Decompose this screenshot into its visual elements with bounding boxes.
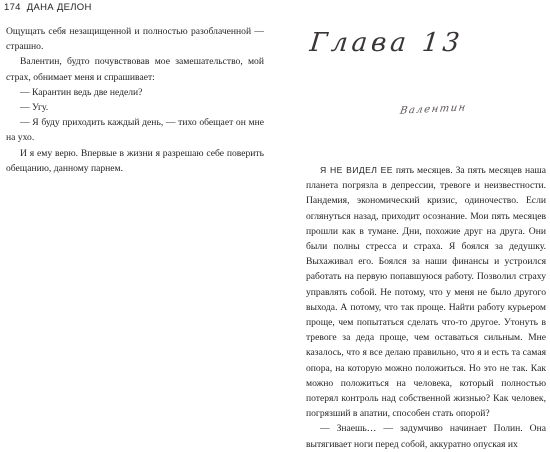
- left-page-text: [6, 24, 264, 176]
- chapter-title: Глава 13: [308, 28, 465, 58]
- author-name: ДАНА ДЕЛОН: [26, 2, 92, 13]
- dialogue-line: — Угу.: [20, 102, 49, 114]
- right-page: [306, 0, 546, 450]
- lead-caps: Я НЕ ВИДЕЛ ЕЕ: [320, 165, 393, 175]
- right-page-text: [306, 163, 546, 452]
- running-head: [4, 2, 92, 13]
- dialogue-line: — Знаешь… — задумчиво начинает Полин. Она вытягивает ноги перед собой, аккуратно опуская их: [306, 423, 546, 450]
- dialogue-line: — Я буду приходить каждый день, — тихо обещает он мне на ухо.: [6, 117, 264, 144]
- page-number: 174: [4, 2, 21, 13]
- chapter-subtitle: Валентин: [399, 102, 468, 117]
- paragraph-rest: пять месяцев. За пять месяцев наша планета погрязла в депрессии, тревоге и неизвестности. Пандемия, экономический кризис, одиночество. Если оглянуться назад, приходит осознание. Мои пять месяцев прошли как в тумане. Дни, похожие друг на друга. Они были полны стресса и страха. Я боялся за дедушку. Выхаживал его. Боялся за наши финансы и устроился работать на первую попавшуюся работу. Позволил страху управлять собой. Не потому, что у меня не было другого выхода. А потому, что так проще. Найти работу курьером проще, чем попытаться сделать что-то другое. Утонуть в тревоге за деда проще, чем оставаться сильным. Мне казалось, что я все делаю правильно, что я и есть та самая опора, на которую можно положиться. Но это не так. Как можно положиться на человека, который полностью потерял контроль над собственной жизнью? Как человек, погрязший в апатии, способен стать опорой?: [306, 165, 546, 420]
- dialogue-line: — Карантин ведь две недели?: [20, 86, 143, 98]
- paragraph: И я ему верю. Впервые в жизни я разрешаю себе поверить обещанию, данному парнем.: [6, 147, 264, 174]
- paragraph: Валентин, будто почувствовав мое замешательство, мой страх, обнимает меня и спрашивает:: [6, 56, 264, 83]
- paragraph: [306, 163, 546, 421]
- paragraph: Ощущать себя незащищенной и полностью разоблаченной — страшно.: [6, 26, 264, 53]
- left-page: [6, 24, 264, 176]
